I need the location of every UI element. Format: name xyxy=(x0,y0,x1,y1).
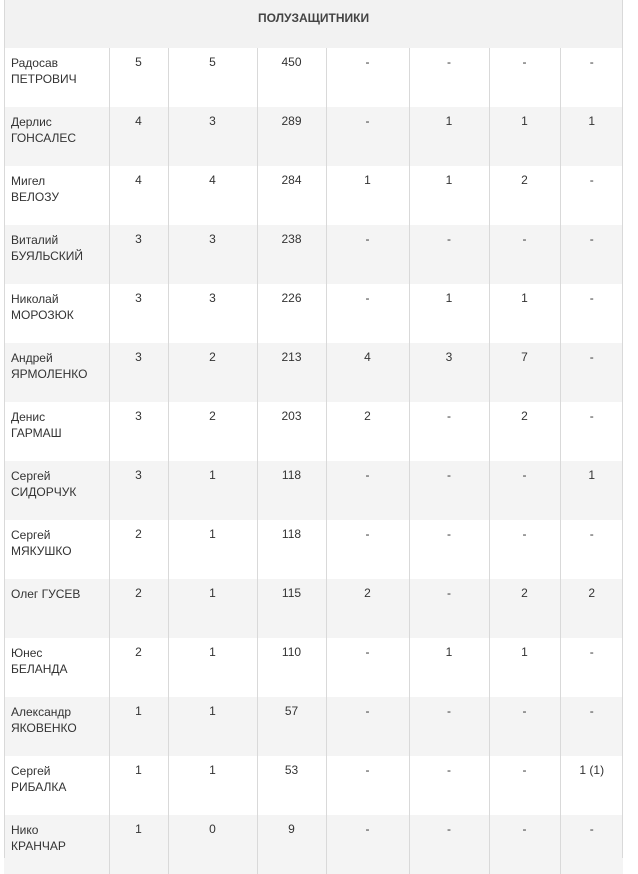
stat-value: 2 xyxy=(588,586,596,600)
stat-value: 1 xyxy=(588,468,596,482)
stat-cell-c1 xyxy=(109,166,168,225)
stat-cell-c6 xyxy=(489,638,560,697)
table-row xyxy=(4,225,623,284)
player-name: Денис xyxy=(11,410,46,424)
stat-cell-c2 xyxy=(168,579,257,638)
stat-cell-c4 xyxy=(326,343,409,402)
stat-cell-c7 xyxy=(560,697,623,756)
player-name-cell xyxy=(4,756,109,815)
stat-value: 1 xyxy=(445,173,453,187)
player-name-cell xyxy=(4,697,109,756)
stat-value: - xyxy=(365,55,370,69)
stat-cell-c1 xyxy=(109,579,168,638)
stat-value: 1 xyxy=(135,763,142,777)
stat-value: 1 xyxy=(521,114,528,128)
stat-cell-c2 xyxy=(168,638,257,697)
stat-value: - xyxy=(522,822,527,836)
stat-value: 1 xyxy=(209,527,216,541)
stat-cell-c5 xyxy=(409,402,489,461)
player-name: Юнес xyxy=(11,646,43,660)
stat-cell-c3 xyxy=(257,107,326,166)
stat-cell-c6 xyxy=(489,107,560,166)
player-surname: ЯКОВЕНКО xyxy=(11,721,77,735)
stat-cell-c4 xyxy=(326,166,409,225)
section-header-row xyxy=(4,0,623,48)
stat-cell-c7 xyxy=(560,815,623,874)
stat-value: 1 xyxy=(521,645,528,659)
stat-value: 289 xyxy=(281,114,302,128)
stat-cell-c1 xyxy=(109,461,168,520)
stat-value: 3 xyxy=(209,291,216,305)
stat-cell-c3 xyxy=(257,697,326,756)
stat-value: - xyxy=(365,114,370,128)
stat-cell-c4 xyxy=(326,225,409,284)
player-surname: ПЕТРОВИЧ xyxy=(11,72,77,86)
stat-value: 1 xyxy=(135,822,142,836)
table-row xyxy=(4,638,623,697)
player-name: Олег ГУСЕВ xyxy=(11,587,81,601)
player-name-cell xyxy=(4,343,109,402)
table-row xyxy=(4,343,623,402)
stat-value: 1 xyxy=(445,114,453,128)
table-row xyxy=(4,697,623,756)
stat-value: 1 xyxy=(445,291,453,305)
stat-cell-c4 xyxy=(326,48,409,107)
stat-cell-c7 xyxy=(560,756,623,815)
stat-value: - xyxy=(365,291,370,305)
stat-cell-c7 xyxy=(560,579,623,638)
stat-value: 2 xyxy=(209,350,216,364)
stat-value: 284 xyxy=(281,173,302,187)
stat-cell-c7 xyxy=(560,343,623,402)
stat-value: - xyxy=(589,232,594,246)
stat-value: 5 xyxy=(135,55,142,69)
stat-value: 2 xyxy=(135,645,142,659)
stat-value: - xyxy=(447,586,451,600)
stat-cell-c1 xyxy=(109,225,168,284)
stat-value: 3 xyxy=(135,232,142,246)
stat-cell-c6 xyxy=(489,461,560,520)
stat-cell-c1 xyxy=(109,815,168,874)
stat-value: - xyxy=(522,232,527,246)
stat-cell-c7 xyxy=(560,107,623,166)
stat-cell-c6 xyxy=(489,756,560,815)
player-surname: ГАРМАШ xyxy=(11,426,62,440)
stat-cell-c5 xyxy=(409,461,489,520)
stat-value: 1 xyxy=(521,291,528,305)
player-name: Сергей xyxy=(11,528,51,542)
stat-value: 1 xyxy=(445,645,453,659)
stat-value: - xyxy=(365,645,370,659)
stat-value: 3 xyxy=(135,409,142,423)
stat-cell-c3 xyxy=(257,225,326,284)
stat-cell-c3 xyxy=(257,579,326,638)
stat-value: 3 xyxy=(445,350,453,364)
stat-cell-c5 xyxy=(409,579,489,638)
stat-value: 57 xyxy=(284,704,299,718)
stat-cell-c5 xyxy=(409,520,489,579)
stat-cell-c3 xyxy=(257,284,326,343)
stat-value: - xyxy=(589,527,594,541)
stat-cell-c4 xyxy=(326,638,409,697)
stat-cell-c5 xyxy=(409,284,489,343)
table-row xyxy=(4,107,623,166)
stat-value: 4 xyxy=(364,350,371,364)
section-title-text: ПОЛУЗАЩИТНИКИ xyxy=(257,11,370,25)
stat-cell-c1 xyxy=(109,284,168,343)
stat-value: 1 xyxy=(209,704,216,718)
player-surname: МОРОЗЮК xyxy=(11,308,74,322)
stat-cell-c5 xyxy=(409,166,489,225)
stat-cell-c2 xyxy=(168,697,257,756)
player-surname: МЯКУШКО xyxy=(11,544,72,558)
stat-cell-c3 xyxy=(257,343,326,402)
stat-cell-c1 xyxy=(109,48,168,107)
stat-cell-c2 xyxy=(168,284,257,343)
stat-value: 1 xyxy=(209,586,216,600)
player-surname: ЯРМОЛЕНКО xyxy=(11,367,88,381)
stat-cell-c4 xyxy=(326,815,409,874)
stat-value: 1 (1) xyxy=(579,763,605,777)
stat-value: 238 xyxy=(281,232,302,246)
stat-cell-c3 xyxy=(257,638,326,697)
table-row xyxy=(4,756,623,815)
stat-cell-c2 xyxy=(168,343,257,402)
stat-value: 4 xyxy=(135,173,142,187)
stat-value: 2 xyxy=(364,586,371,600)
player-surname: ВЕЛОЗУ xyxy=(11,190,59,204)
stat-value: - xyxy=(447,704,451,718)
stat-cell-c2 xyxy=(168,225,257,284)
stats-table xyxy=(4,0,623,874)
stat-value: 1 xyxy=(209,763,216,777)
stat-value: 3 xyxy=(135,350,142,364)
stat-value: - xyxy=(589,55,594,69)
stat-cell-c1 xyxy=(109,697,168,756)
stat-value: - xyxy=(589,704,594,718)
table-row xyxy=(4,402,623,461)
stat-value: - xyxy=(447,763,451,777)
stat-cell-c3 xyxy=(257,756,326,815)
player-name: Сергей xyxy=(11,764,51,778)
stat-value: 115 xyxy=(281,586,302,600)
player-surname: БУЯЛЬСКИЙ xyxy=(11,249,84,263)
stat-cell-c7 xyxy=(560,402,623,461)
stat-cell-c4 xyxy=(326,697,409,756)
stat-cell-c1 xyxy=(109,343,168,402)
midfielders-stats-table xyxy=(4,0,623,858)
stat-cell-c6 xyxy=(489,166,560,225)
stat-cell-c3 xyxy=(257,402,326,461)
stat-cell-c1 xyxy=(109,520,168,579)
stat-value: 2 xyxy=(364,409,371,423)
stat-cell-c3 xyxy=(257,461,326,520)
stat-value: 226 xyxy=(281,291,302,305)
player-name-cell xyxy=(4,461,109,520)
table-row xyxy=(4,461,623,520)
stat-cell-c6 xyxy=(489,402,560,461)
stat-value: 3 xyxy=(135,291,142,305)
player-surname: КРАНЧАР xyxy=(11,839,66,853)
stat-cell-c7 xyxy=(560,225,623,284)
stat-cell-c6 xyxy=(489,520,560,579)
player-name-cell xyxy=(4,638,109,697)
stat-value: - xyxy=(365,822,370,836)
stat-cell-c4 xyxy=(326,520,409,579)
stat-cell-c4 xyxy=(326,461,409,520)
stat-cell-c2 xyxy=(168,756,257,815)
stat-value: - xyxy=(447,409,451,423)
stat-value: 4 xyxy=(135,114,142,128)
stat-cell-c1 xyxy=(109,638,168,697)
stat-value: 110 xyxy=(281,645,302,659)
table-left-border xyxy=(4,0,5,858)
stat-value: - xyxy=(522,468,527,482)
stat-value: 213 xyxy=(281,350,302,364)
stat-value: 2 xyxy=(135,527,142,541)
stat-cell-c5 xyxy=(409,107,489,166)
stat-cell-c2 xyxy=(168,461,257,520)
table-row xyxy=(4,48,623,107)
stat-value: - xyxy=(589,350,594,364)
stat-value: 1 xyxy=(209,468,216,482)
stat-value: 1 xyxy=(588,114,596,128)
player-name-cell xyxy=(4,579,109,638)
stat-cell-c6 xyxy=(489,815,560,874)
stat-cell-c3 xyxy=(257,815,326,874)
stat-value: - xyxy=(522,527,527,541)
stat-value: 1 xyxy=(209,645,216,659)
player-name-cell xyxy=(4,166,109,225)
stat-value: - xyxy=(447,822,451,836)
stat-value: 450 xyxy=(281,55,302,69)
player-name: Сергей xyxy=(11,469,51,483)
stat-value: 2 xyxy=(209,409,216,423)
player-name: Нико xyxy=(11,823,39,837)
player-surname: СИДОРЧУК xyxy=(11,485,77,499)
table-row xyxy=(4,284,623,343)
player-name: Виталий xyxy=(11,233,59,247)
player-name: Андрей xyxy=(11,351,53,365)
stat-cell-c5 xyxy=(409,638,489,697)
stat-cell-c2 xyxy=(168,48,257,107)
stat-cell-c1 xyxy=(109,756,168,815)
stat-value: 9 xyxy=(288,822,295,836)
stat-value: 2 xyxy=(521,409,528,423)
stat-value: 118 xyxy=(281,468,302,482)
stat-value: 5 xyxy=(209,55,216,69)
player-surname: ГОНСАЛЕС xyxy=(11,131,77,145)
stat-cell-c1 xyxy=(109,107,168,166)
player-name-cell xyxy=(4,284,109,343)
stat-value: - xyxy=(447,232,451,246)
stat-value: 2 xyxy=(521,173,528,187)
stat-value: - xyxy=(365,468,370,482)
player-surname: БЕЛАНДА xyxy=(11,662,68,676)
stat-cell-c4 xyxy=(326,107,409,166)
stat-cell-c4 xyxy=(326,284,409,343)
stat-cell-c2 xyxy=(168,107,257,166)
stat-cell-c4 xyxy=(326,579,409,638)
stat-value: - xyxy=(365,704,370,718)
stat-cell-c7 xyxy=(560,166,623,225)
stat-cell-c6 xyxy=(489,579,560,638)
stat-value: 53 xyxy=(284,763,299,777)
stat-value: 203 xyxy=(281,409,302,423)
stat-value: - xyxy=(365,232,370,246)
table-right-border xyxy=(622,0,623,858)
player-name-cell xyxy=(4,48,109,107)
stat-cell-c2 xyxy=(168,166,257,225)
player-name: Александр xyxy=(11,705,72,719)
stat-value: 3 xyxy=(209,114,216,128)
stat-cell-c5 xyxy=(409,815,489,874)
table-row xyxy=(4,520,623,579)
stat-value: - xyxy=(365,527,370,541)
stat-value: - xyxy=(365,763,370,777)
player-name: Мигел xyxy=(11,174,46,188)
stat-value: 1 xyxy=(135,704,142,718)
stat-cell-c6 xyxy=(489,48,560,107)
stat-value: - xyxy=(522,763,527,777)
player-surname: РИБАЛКА xyxy=(11,780,67,794)
stat-cell-c2 xyxy=(168,815,257,874)
stat-cell-c2 xyxy=(168,520,257,579)
stat-cell-c7 xyxy=(560,638,623,697)
stat-cell-c4 xyxy=(326,402,409,461)
stat-cell-c3 xyxy=(257,48,326,107)
stat-cell-c7 xyxy=(560,461,623,520)
stat-value: - xyxy=(589,173,594,187)
table-row xyxy=(4,579,623,638)
stat-value: - xyxy=(589,291,594,305)
section-title xyxy=(4,0,623,48)
stat-cell-c5 xyxy=(409,343,489,402)
stat-value: 1 xyxy=(364,173,371,187)
stat-value: 3 xyxy=(209,232,216,246)
stat-cell-c7 xyxy=(560,520,623,579)
stat-cell-c1 xyxy=(109,402,168,461)
stat-value: 4 xyxy=(209,173,216,187)
stat-value: - xyxy=(447,468,451,482)
player-name: Николай xyxy=(11,292,59,306)
stat-cell-c7 xyxy=(560,284,623,343)
stat-cell-c7 xyxy=(560,48,623,107)
stat-cell-c6 xyxy=(489,284,560,343)
stat-value: - xyxy=(589,822,594,836)
stat-cell-c3 xyxy=(257,520,326,579)
stat-cell-c5 xyxy=(409,48,489,107)
stat-cell-c6 xyxy=(489,343,560,402)
stat-value: 118 xyxy=(281,527,302,541)
stat-cell-c6 xyxy=(489,225,560,284)
stat-cell-c5 xyxy=(409,697,489,756)
stat-cell-c3 xyxy=(257,166,326,225)
player-name-cell xyxy=(4,815,109,874)
player-name: Радосав xyxy=(11,56,59,70)
player-name: Дерлис xyxy=(11,115,52,129)
stat-value: - xyxy=(522,55,527,69)
stat-value: - xyxy=(522,704,527,718)
stat-value: - xyxy=(447,527,451,541)
stat-cell-c5 xyxy=(409,225,489,284)
player-name-cell xyxy=(4,520,109,579)
stat-value: 2 xyxy=(135,586,142,600)
stat-value: - xyxy=(589,645,594,659)
table-row xyxy=(4,166,623,225)
stat-value: 2 xyxy=(521,586,528,600)
stat-cell-c5 xyxy=(409,756,489,815)
stat-value: 7 xyxy=(521,350,528,364)
stat-value: 0 xyxy=(209,822,216,836)
stat-value: 3 xyxy=(135,468,142,482)
player-name-cell xyxy=(4,402,109,461)
stat-cell-c6 xyxy=(489,697,560,756)
table-row xyxy=(4,815,623,874)
stat-cell-c2 xyxy=(168,402,257,461)
player-name-cell xyxy=(4,107,109,166)
player-name-cell xyxy=(4,225,109,284)
stat-value: - xyxy=(589,409,594,423)
stat-value: - xyxy=(447,55,451,69)
stat-cell-c4 xyxy=(326,756,409,815)
